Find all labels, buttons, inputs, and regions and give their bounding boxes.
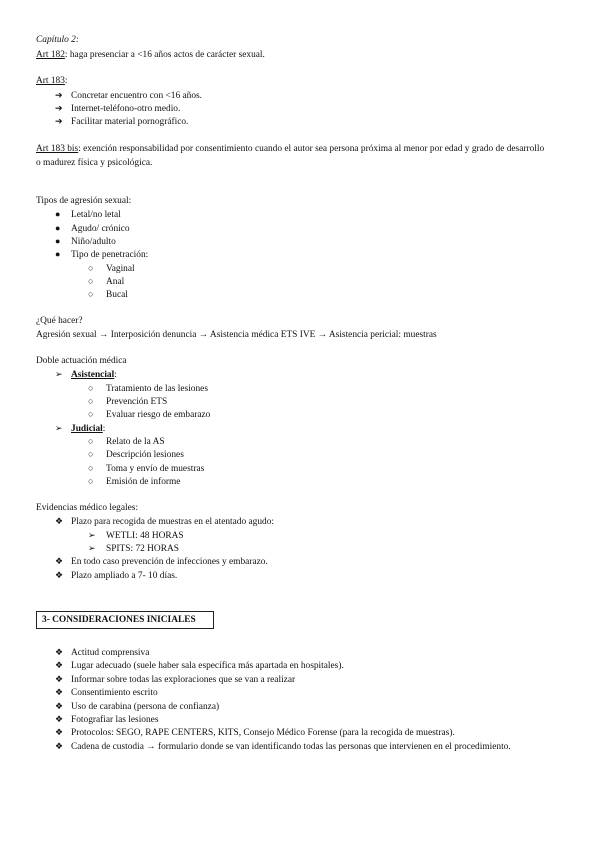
- triangle-bullet-icon: ➢: [55, 369, 63, 379]
- diamond-bullet-icon: ❖: [55, 741, 64, 751]
- art183-ref: Art 183: [36, 76, 65, 86]
- bullet-dot-icon: ●: [55, 223, 61, 233]
- bullet-circle-icon: ○: [88, 396, 94, 406]
- bullet-circle-icon: ○: [88, 476, 94, 486]
- list-item: ○ Toma y envío de muestras: [88, 463, 205, 474]
- diamond-bullet-icon: ❖: [55, 701, 64, 711]
- list-item: ❖ Plazo para recogida de muestras en el atentado agudo:: [55, 516, 275, 527]
- bullet-dot-icon: ●: [55, 209, 61, 219]
- chapter-title: Capítulo 2:: [36, 35, 79, 45]
- art183-line: [36, 77, 68, 86]
- bullet-dot-icon: ●: [55, 236, 61, 246]
- list-item: ○ Relato de la AS: [88, 436, 165, 447]
- list-item: ○ Emisión de informe: [88, 476, 181, 487]
- list-item: ❖ Lugar adecuado (suele haber sala específica más apartada en hospitales).: [55, 660, 344, 671]
- asistencial-label: Asistencial: [71, 370, 115, 380]
- que-hacer-flow: Agresión sexual → Interposición denuncia → Asistencia médica ETS IVE → Asistencia pericial: muestras: [36, 330, 437, 340]
- arrow-icon: ➔: [55, 116, 63, 126]
- list-item: ➔ Facilitar material pornográfico.: [55, 116, 189, 127]
- arrow-icon: ➔: [55, 90, 63, 100]
- art182-line: [36, 51, 265, 60]
- diamond-bullet-icon: ❖: [55, 516, 64, 526]
- triangle-bullet-icon: ➢: [55, 423, 63, 433]
- art183bis-paragraph: [36, 142, 548, 170]
- list-item: ○ Prevención ETS: [88, 396, 168, 407]
- list-item: ❖ Actitud comprensiva: [55, 647, 150, 658]
- diamond-bullet-icon: ❖: [55, 660, 64, 670]
- bullet-circle-icon: ○: [88, 436, 94, 446]
- list-item: ➔ Internet-teléfono-otro medio.: [55, 103, 181, 114]
- triangle-bullet-icon: ➢: [88, 543, 96, 553]
- list-item: ❖ Cadena de custodia → formulario donde se van identificando todas las personas que intervienen en el procedimiento.: [55, 741, 511, 752]
- list-item: ➢ WETLI: 48 HORAS: [88, 530, 184, 541]
- tipos-heading: Tipos de agresión sexual:: [36, 196, 132, 206]
- bullet-circle-icon: ○: [88, 409, 94, 419]
- arrow-icon: ➔: [55, 103, 63, 113]
- diamond-bullet-icon: ❖: [55, 714, 64, 724]
- list-item: ● Agudo/ crónico: [55, 223, 130, 234]
- triangle-bullet-icon: ➢: [88, 530, 96, 540]
- bullet-circle-icon: ○: [88, 449, 94, 459]
- bullet-circle-icon: ○: [88, 463, 94, 473]
- list-item: ❖ Informar sobre todas las exploraciones que se van a realizar: [55, 674, 296, 685]
- bullet-circle-icon: ○: [88, 276, 94, 286]
- list-item: ○ Descripción lesiones: [88, 449, 184, 460]
- asistencial-label-line: ➢ Asistencial:: [55, 369, 117, 380]
- list-item: ● Letal/no letal: [55, 209, 121, 220]
- que-hacer-heading: ¿Qué hacer?: [36, 316, 83, 326]
- list-item: ❖ En todo caso prevención de infecciones y embarazo.: [55, 556, 268, 567]
- diamond-bullet-icon: ❖: [55, 727, 64, 737]
- art183bis-ref: Art 183 bis: [36, 144, 79, 154]
- list-item: ○ Tratamiento de las lesiones: [88, 383, 208, 394]
- diamond-bullet-icon: ❖: [55, 687, 64, 697]
- diamond-bullet-icon: ❖: [55, 647, 64, 657]
- bullet-circle-icon: ○: [88, 289, 94, 299]
- section-title-box: 3- CONSIDERACIONES INICIALES: [36, 611, 214, 629]
- list-item: ○ Anal: [88, 276, 125, 287]
- list-item: ❖ Protocolos: SEGO, RAPE CENTERS, KITS, Consejo Médico Forense (para la recogida de muestras).: [55, 727, 455, 738]
- bullet-circle-icon: ○: [88, 263, 94, 273]
- list-item: ❖ Fotografiar las lesiones: [55, 714, 159, 725]
- bullet-circle-icon: ○: [88, 383, 94, 393]
- art182-ref: Art 182: [36, 50, 65, 60]
- list-item: ❖ Uso de carabina (persona de confianza): [55, 701, 220, 712]
- diamond-bullet-icon: ❖: [55, 570, 64, 580]
- diamond-bullet-icon: ❖: [55, 556, 64, 566]
- evidencias-heading: Evidencias médico legales:: [36, 503, 139, 513]
- list-item: ➔ Concretar encuentro con <16 años.: [55, 90, 203, 101]
- list-item: ○ Vaginal: [88, 263, 135, 274]
- judicial-label: Judicial: [71, 424, 103, 434]
- judicial-label-line: ➢ Judicial:: [55, 423, 106, 434]
- art183-colon: :: [64, 76, 68, 86]
- list-item: ➢ SPITS: 72 HORAS: [88, 543, 179, 554]
- doble-heading: Doble actuación médica: [36, 356, 127, 366]
- art182-text: : haga presenciar a <16 años actos de carácter sexual.: [64, 50, 265, 60]
- art183bis-text: : exención responsabilidad por consentimiento cuando el autor sea persona próxima al menor por edad y grado de desarrollo o madurez física y psicológica.: [36, 144, 545, 168]
- list-item: ● Tipo de penetración:: [55, 249, 149, 260]
- list-item: ❖ Plazo ampliado a 7- 10 días.: [55, 570, 178, 581]
- diamond-bullet-icon: ❖: [55, 674, 64, 684]
- list-item: ○ Bucal: [88, 289, 128, 300]
- bullet-dot-icon: ●: [55, 249, 61, 259]
- list-item: ❖ Consentimiento escrito: [55, 687, 158, 698]
- list-item: ● Niño/adulto: [55, 236, 116, 247]
- list-item: ○ Evaluar riesgo de embarazo: [88, 409, 211, 420]
